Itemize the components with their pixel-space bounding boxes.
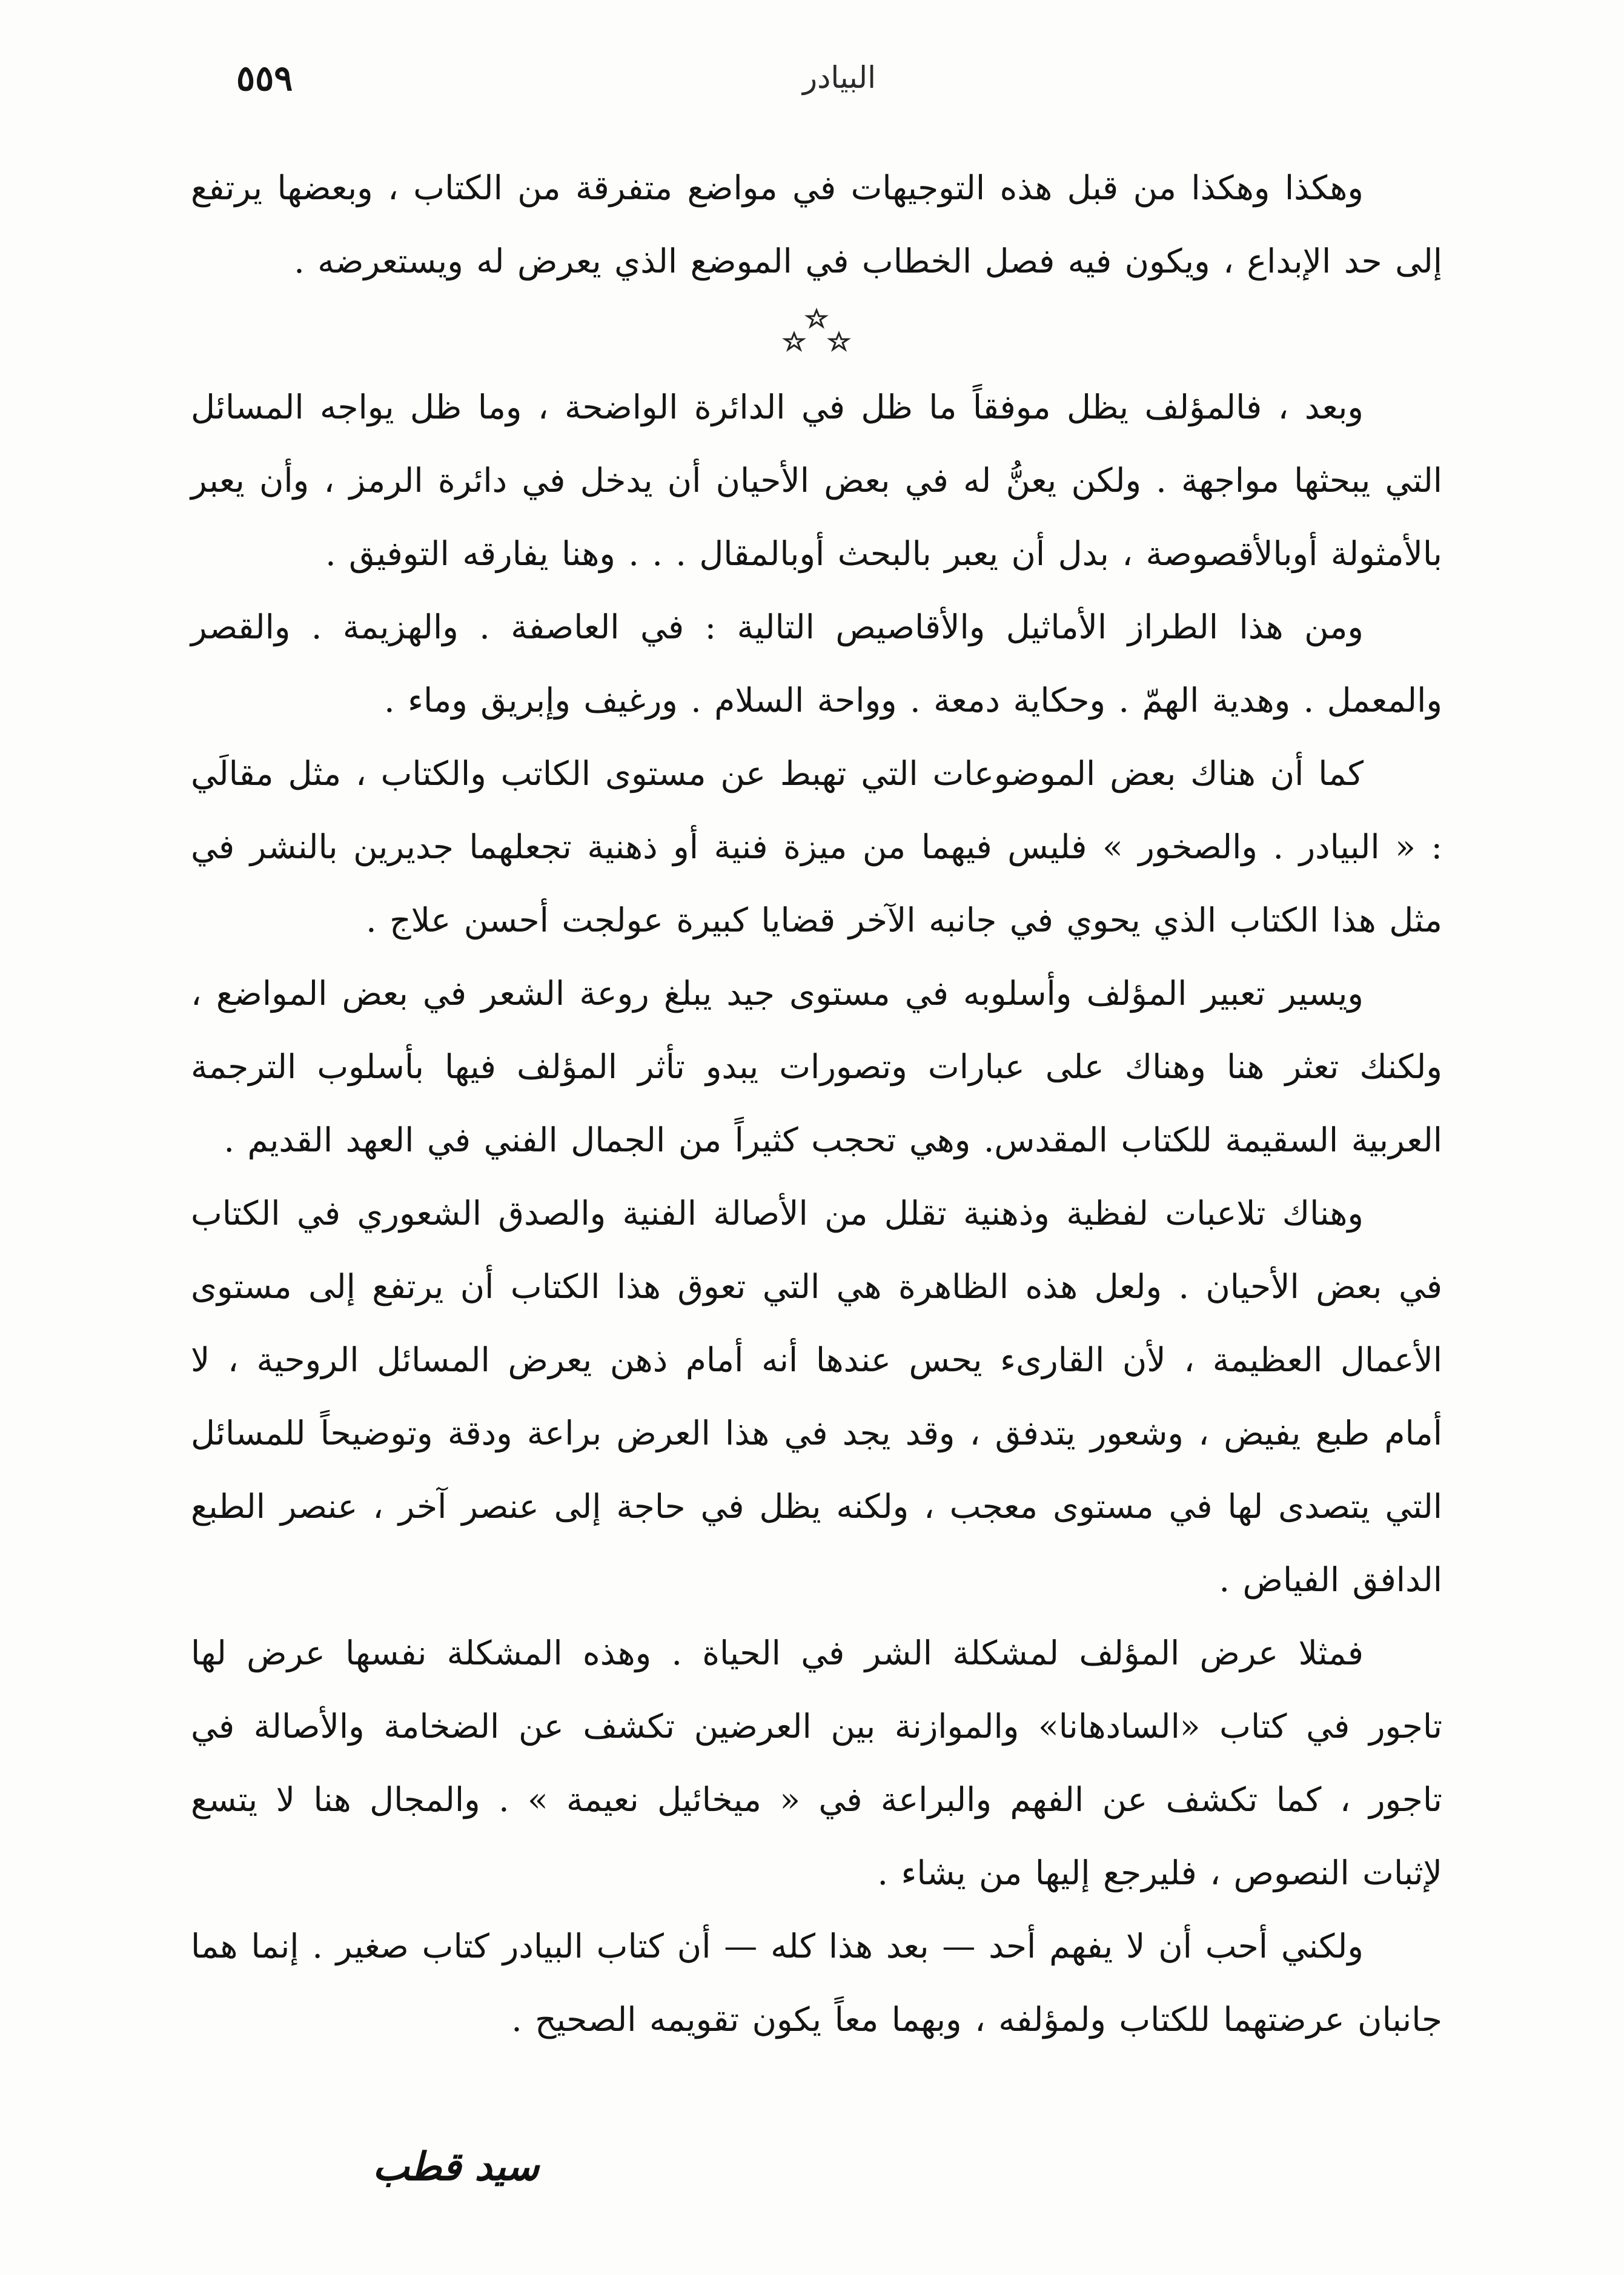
running-title: البيادر [803,60,876,95]
star-cluster-icon [777,304,856,359]
paragraph-6: وهناك تلاعبات لفظية وذهنية تقلل من الأصالة الفنية والصدق الشعوري في الكتاب في بعض الأحيان . ولعل هذه الظاهرة هي التي تعوق هذا الكتاب أن يرتفع إلى مستوى الأعمال العظيمة ، لأن القارىء يحس عندها أنه أمام ذهن يعرض المسائل الروحية ، لا أمام طبع يفيض ، وشعور يتدفق ، وقد يجد في هذا العرض براعة ودقة وتوضيحاً للمسائل التي يتصدى لها في مستوى معجب ، ولكنه يظل في حاجة إلى عنصر آخر ، عنصر الطبع الدافق الفياض . [191,1194,1442,1599]
page-number: ٥٥٩ [236,58,293,99]
running-head [236,58,1442,112]
author-signature: سيد قطب [373,2144,539,2190]
paragraph-4: كما أن هناك بعض الموضوعات التي تهبط عن مستوى الكاتب والكتاب ، مثل مقالَي : « البيادر . والصخور » فليس فيهما من ميزة فنية أو ذهنية تجعلهما جديرين بالنشر في مثل هذا الكتاب الذي يحوي في جانبه الآخر قضايا كبيرة عولجت أحسن علاج . [191,754,1442,939]
paragraph-8: ولكني أحب أن لا يفهم أحد — بعد هذا كله — أن كتاب البيادر كتاب صغير . إنما هما جانبان عرضتهما للكتاب ولمؤلفه ، وبهما معاً يكون تقويمه الصحيح . [191,1927,1442,2039]
paragraph-5: ويسير تعبير المؤلف وأسلوبه في مستوى جيد يبلغ روعة الشعر في بعض المواضع ، ولكنك تعثر هنا وهناك على عبارات وتصورات يبدو تأثر المؤلف فيها بأسلوب الترجمة العربية السقيمة للكتاب المقدس. وهي تحجب كثيراً من الجمال الفني في العهد القديم . [191,974,1442,1159]
star-left-icon [785,333,803,349]
paragraph-2: وبعد ، فالمؤلف يظل موفقاً ما ظل في الدائرة الواضحة ، وما ظل يواجه المسائل التي يبحثها مواجهة . ولكن يعنُّ له في بعض الأحيان أن يدخل في دائرة الرمز ، وأن يعبر بالأمثولة أوبالأقصوصة ، بدل أن يعبر بالبحث أوبالمقال . . . وهنا يفارقه التوفيق . [191,388,1442,573]
signature-block [285,2144,539,2211]
paragraph-1: وهكذا وهكذا من قبل هذه التوجيهات في مواضع متفرقة من الكتاب ، وبعضها يرتفع إلى حد الإبداع ، ويكون فيه فصل الخطاب في الموضع الذي يعرض له ويستعرضه . [191,168,1442,280]
paragraph-7: فمثلا عرض المؤلف لمشكلة الشر في الحياة . وهذه المشكلة نفسها عرض لها تاجور في كتاب «السادهانا» والموازنة بين العرضين تكشف عن الضخامة والأصالة في تاجور ، كما تكشف عن الفهم والبراعة في « ميخائيل نعيمة » . والمجال هنا لا يتسع لإثبات النصوص ، فليرجع إليها من يشاء . [191,1634,1442,1892]
paragraph-3: ومن هذا الطراز الأماثيل والأقاصيص التالية : في العاصفة . والهزيمة . والقصر والمعمل . وهدية الهمّ . وحكاية دمعة . وواحة السلام . ورغيف وإبريق وماء . [191,608,1442,720]
article-body [191,151,1442,2056]
section-break [191,298,1442,371]
star-top-icon [807,310,826,326]
star-right-icon [830,333,848,349]
